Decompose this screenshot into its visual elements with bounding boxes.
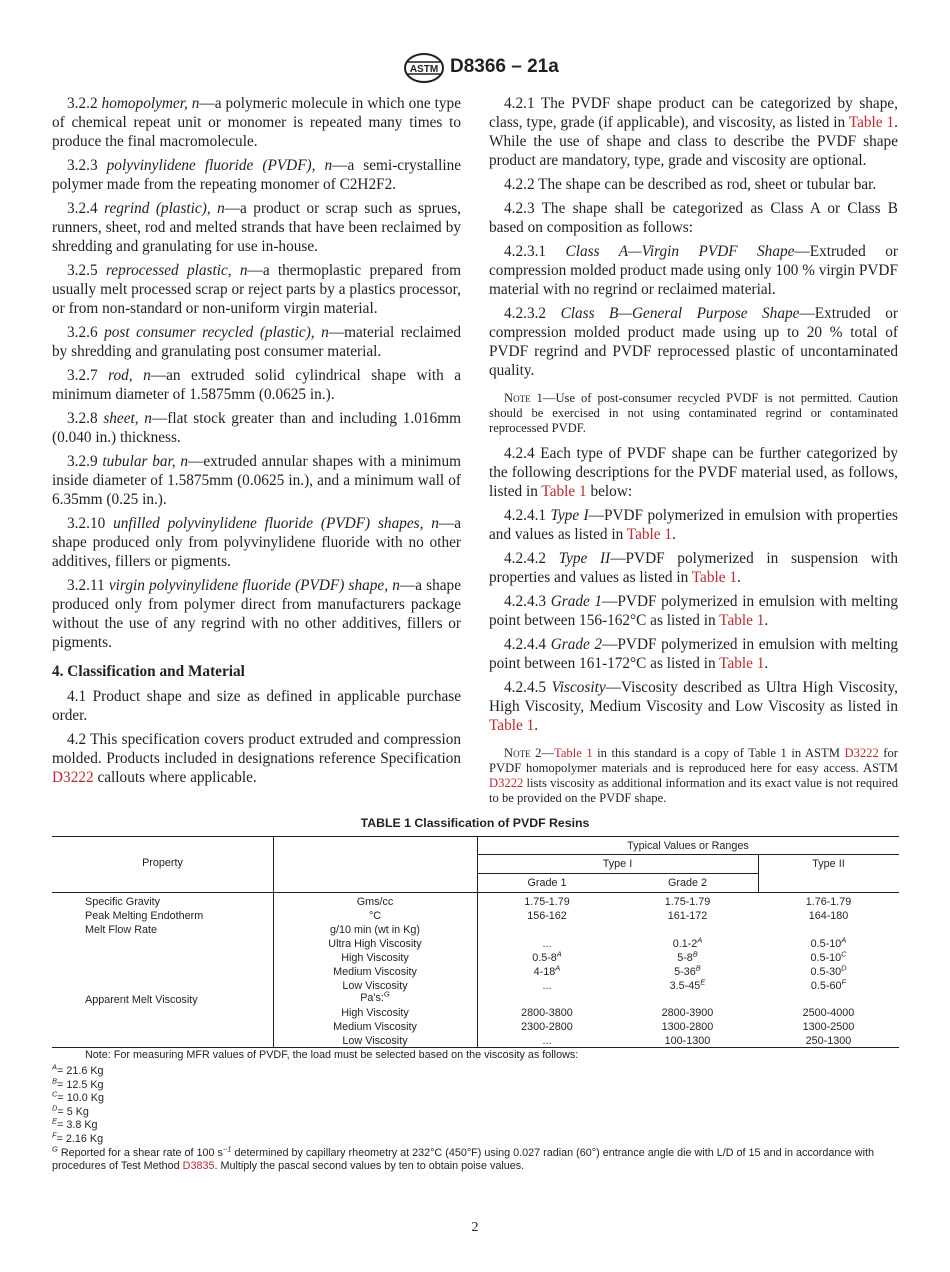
cell-unit: Ultra High Viscosity	[328, 938, 422, 950]
footnote-f: $^F$= 2.16 Kg	[52, 1130, 104, 1145]
d3222-link[interactable]: D3222	[52, 769, 94, 786]
left-column	[52, 94, 461, 792]
cell-unit: Low Viscosity	[342, 980, 408, 992]
cell-grade-1: 156-162	[527, 910, 567, 922]
cell-type-2: $0.5-10^C$	[810, 949, 847, 964]
standard-designation: D8366 – 21a	[450, 56, 559, 77]
cell-type-2: 1.76-1.79	[805, 896, 852, 908]
astm-logo-icon	[403, 52, 445, 84]
note-2: Note 2—Table 1 in this standard is a copy of Table 1 in ASTM D3222 for PVDF homopolymer materials and is reproduced here for easy access. ASTM D3222 lists viscosity as additional information and its exact value is not required to be provided on the PVDF shape.	[489, 746, 898, 805]
cell-grade-1: 1.75-1.79	[524, 896, 570, 908]
cell-unit: High Viscosity	[341, 1007, 409, 1019]
cell-type-2: $0.5-30^D$	[810, 963, 847, 978]
header-property: Property	[142, 857, 183, 869]
d3835-link[interactable]: D3835	[182, 1160, 215, 1173]
paragraph-4-2-3: 4.2.3 The shape shall be categorized as Class A or Class B based on composition as follows:	[489, 200, 898, 236]
cell-grade-2: 161-172	[667, 910, 708, 922]
cell-type-2: 2500-4000	[802, 1007, 855, 1019]
cell-grade-2: $0.1-2^A$	[672, 935, 703, 950]
definition-3-2-5: 3.2.5 reprocessed plastic, n—a thermoplastic prepared from usually melt processed scrap or reject parts by a plastics processor, or from non-standard or non-uniform virgin material.	[52, 262, 461, 317]
paragraph-4-2-4-2: 4.2.4.2 Type II—PVDF polymerized in suspension with properties and values as listed in Table 1.	[489, 550, 898, 586]
cell-grade-1: $4-18^A$	[533, 963, 561, 978]
header-grade-1: Grade 1	[527, 877, 567, 889]
table-rule-top	[52, 836, 899, 837]
table-1-link[interactable]: Table 1	[554, 746, 593, 760]
cell-property: Specific Gravity	[85, 896, 160, 908]
paragraph-4-2-4: 4.2.4 Each type of PVDF shape can be further categorized by the following descriptions for the PVDF material used, as follows, listed in Table 1 below:	[489, 445, 898, 500]
table-rule-header-bottom	[52, 892, 899, 893]
cell-type-2: 1300-2500	[802, 1021, 855, 1033]
table-rule	[477, 854, 899, 855]
cell-grade-2: 2800-3900	[661, 1007, 714, 1019]
cell-type-2: 250-1300	[805, 1035, 852, 1047]
cell-property: Peak Melting Endotherm	[85, 910, 204, 922]
header-typical-values: Typical Values or Ranges	[627, 840, 749, 852]
cell-grade-2: 100-1300	[664, 1035, 711, 1047]
table-1-link[interactable]: Table 1	[489, 717, 535, 734]
paragraph-4-2-3-1: 4.2.3.1 Class A—Virgin PVDF Shape—Extruded or compression molded product made using only 100 % virgin PVDF material with no regrind or reclaimed material.	[489, 243, 898, 298]
footnote-g: $^G$ Reported for a shear rate of 100 $s^{-1}$ determined by capillary rheometry at 232°C (450°F) using 0.027 radian (60°) entrance angle die with L/D of 15 and in accordance with procedures of Test Method D3835. Multiply the pascal second values by ten to obtain poise values.	[52, 1143, 874, 1173]
cell-grade-1: ...	[542, 938, 552, 950]
header-type-1: Type I	[602, 858, 633, 870]
table-rule	[477, 873, 759, 874]
cell-grade-2: $5-36^B$	[674, 963, 701, 978]
paragraph-4-2-4-5: 4.2.4.5 Viscosity—Viscosity described as Ultra High Viscosity, High Viscosity, Medium Viscosity and Low Viscosity as listed in Table 1.	[489, 679, 899, 734]
definition-3-2-4: 3.2.4 regrind (plastic), n—a product or scrap such as sprues, runners, sheet, rod and melted strands that have been reclaimed by shredding and granulating for use in-house.	[52, 200, 462, 255]
cell-grade-2: $3.5-45^E$	[669, 977, 706, 992]
cell-grade-1: 2300-2800	[521, 1021, 573, 1033]
cell-grade-2: 1.75-1.79	[664, 896, 711, 908]
paragraph-4-2-2: 4.2.2 The shape can be described as rod, sheet or tubular bar.	[504, 176, 877, 193]
paragraph-4-2-3-2: 4.2.3.2 Class B—General Purpose Shape—Extruded or compression molded product made using up to 20 % total of PVDF regrind and PVDF reprocessed plastic of uncontaminated quality.	[489, 305, 899, 379]
cell-unit: g/10 min (wt in Kg)	[329, 924, 420, 936]
footnote-c: $^C$= 10.0 Kg	[52, 1089, 104, 1105]
table-title: TABLE 1 Classification of PVDF Resins	[360, 816, 590, 830]
d3222-link[interactable]: D3222	[844, 746, 879, 760]
footnote-a: $^A$= 21.6 Kg	[52, 1062, 104, 1077]
cell-unit: Medium Viscosity	[333, 966, 417, 978]
cell-unit: Medium Viscosity	[333, 1021, 417, 1033]
paragraph-4-2-4-1: 4.2.4.1 Type I—PVDF polymerized in emulsion with properties and values as listed in Table 1.	[489, 507, 898, 543]
cell-unit: Pa's:$^G$	[360, 989, 390, 1004]
cell-property: Apparent Melt Viscosity	[85, 994, 198, 1006]
right-column	[489, 94, 898, 814]
cell-unit: High Viscosity	[341, 952, 409, 964]
paragraph-4-2-1: 4.2.1 The PVDF shape product can be categorized by shape, class, type, grade (if applicable), and viscosity, as listed in Table 1. While the use of shape and class to describe the PVDF shape product are mandatory, type, grade and viscosity are optional.	[489, 95, 898, 169]
definition-3-2-10: 3.2.10 unfilled polyvinylidene fluoride (PVDF) shapes, n—a shape produced only from polyvinylidene fluoride with no other additives, fillers or pigments.	[52, 515, 461, 570]
table-1-link[interactable]: Table 1	[626, 526, 673, 543]
page-number: 2	[471, 1220, 479, 1235]
paragraph-4-2: 4.2 This specification covers product extruded and compression molded. Products included in designations reference Specification D3222 callouts where applicable.	[52, 731, 461, 786]
footnote-b: $^B$= 12.5 Kg	[52, 1076, 104, 1091]
cell-grade-2: 1300-2800	[661, 1021, 714, 1033]
table-1-link[interactable]: Table 1	[719, 655, 765, 672]
footnote-d: $^D$= 5 Kg	[52, 1103, 89, 1118]
table-1-link[interactable]: Table 1	[541, 483, 587, 500]
cell-unit: Gms/cc	[356, 896, 394, 908]
note-1: Note 1—Use of post-consumer recycled PVDF is not permitted. Caution should be exercised in not using contaminated regrind or contaminated reprocessed PVDF.	[489, 391, 898, 435]
table-1-link[interactable]: Table 1	[848, 114, 895, 131]
cell-type-2: $0.5-10^A$	[810, 935, 847, 950]
cell-grade-1: 2800-3800	[521, 1007, 573, 1019]
definition-3-2-2: 3.2.2 homopolymer, n—a polymeric molecule in which one type of chemical repeat unit or monomer is repeated many times to produce the final macromolecule.	[52, 95, 461, 150]
cell-property: Melt Flow Rate	[85, 924, 157, 936]
table-footnotes	[52, 1050, 899, 1174]
svg-text:ASTM: ASTM	[409, 64, 439, 75]
paragraph-4-1: 4.1 Product shape and size as defined in applicable purchase order.	[52, 688, 461, 724]
cell-unit: °C	[368, 910, 382, 922]
cell-grade-1: ...	[542, 980, 552, 992]
cell-type-2: 164-180	[808, 910, 849, 922]
paragraph-4-2-4-4: 4.2.4.4 Grade 2—PVDF polymerized in emulsion with melting point between 161-172°C as listed in Table 1.	[489, 636, 899, 672]
header-type-2: Type II	[812, 858, 845, 870]
cell-grade-2: $5-8^B$	[677, 949, 698, 964]
header-grade-2: Grade 2	[667, 877, 707, 889]
cell-unit: Low Viscosity	[342, 1035, 408, 1047]
table-1-link[interactable]: Table 1	[719, 612, 765, 629]
definition-3-2-11: 3.2.11 virgin polyvinylidene fluoride (PVDF) shape, n—a shape produced only from polymer direct from manufacturers package without the use of any regrind with no other additives, fillers or pigments.	[52, 577, 461, 651]
definition-3-2-8: 3.2.8 sheet, n—flat stock greater than and including 1.016mm (0.040 in.) thickness.	[52, 410, 461, 446]
cell-type-2: $0.5-60^F$	[810, 977, 847, 992]
d3222-link[interactable]: D3222	[489, 776, 524, 790]
definition-3-2-7: 3.2.7 rod, n—an extruded solid cylindrical shape with a minimum diameter of 1.5875mm (0.0625 in.).	[52, 367, 462, 403]
paragraph-4-2-4-3: 4.2.4.3 Grade 1—PVDF polymerized in emulsion with melting point between 156-162°C as listed in Table 1.	[489, 593, 899, 629]
table-1-link[interactable]: Table 1	[691, 569, 738, 586]
definition-3-2-9: 3.2.9 tubular bar, n—extruded annular shapes with a minimum inside diameter of 1.5875mm (0.0625 in.), and a minimum wall of 6.35mm (0.25 in.).	[52, 453, 461, 508]
definition-3-2-6: 3.2.6 post consumer recycled (plastic), n—material reclaimed by shredding and granulating post consumer material.	[52, 324, 462, 360]
section-4-heading: 4. Classification and Material	[52, 663, 245, 680]
page-header	[0, 52, 950, 86]
cell-grade-1: ...	[542, 1035, 552, 1047]
cell-grade-1: $0.5-8^A$	[532, 949, 562, 964]
table-note: Note: For measuring MFR values of PVDF, the load must be selected based on the viscosity as follows:	[85, 1049, 579, 1061]
definition-3-2-3: 3.2.3 polyvinylidene fluoride (PVDF), n—a semi-crystalline polymer made from the repeating monomer of C2H2F2.	[52, 157, 462, 193]
footnote-e: $^E$= 3.8 Kg	[52, 1116, 98, 1132]
